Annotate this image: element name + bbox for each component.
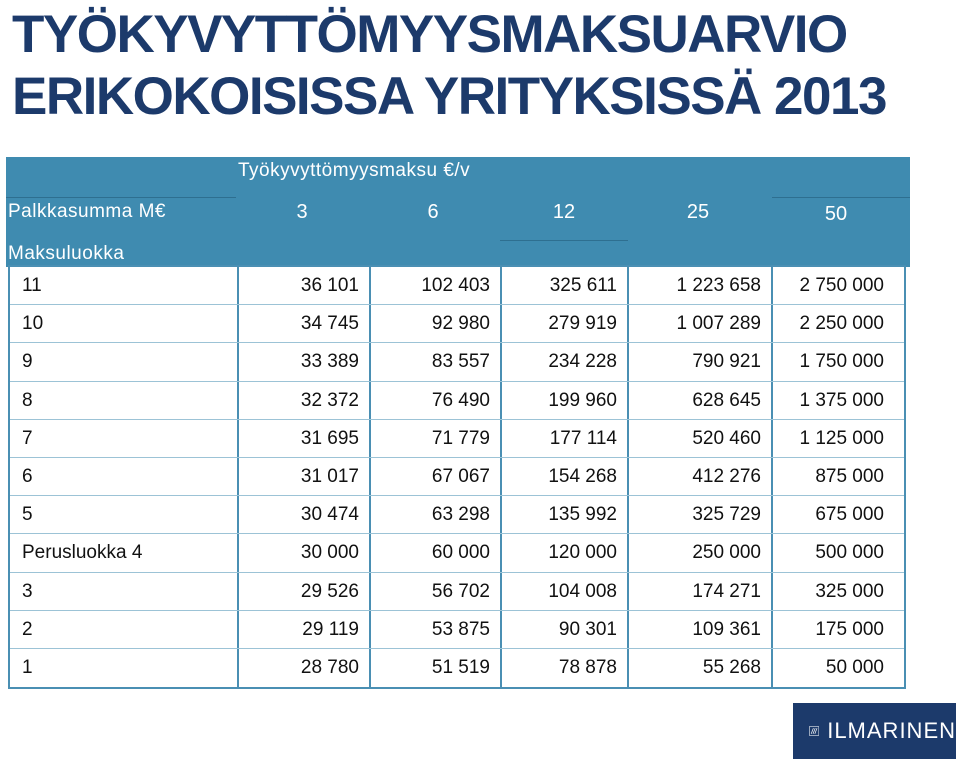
- fee-cell: 500 000: [815, 542, 884, 564]
- fee-cell: 33 389: [239, 343, 371, 380]
- fee-cell: 55 268: [629, 649, 773, 687]
- fee-cell: 675 000: [815, 504, 884, 526]
- class-cell: 3: [10, 573, 239, 610]
- fee-cell: 1 750 000: [799, 351, 884, 373]
- salary-label: Palkkasumma M€: [8, 201, 166, 222]
- salary-col-6: 6: [427, 201, 439, 223]
- class-cell: 2: [10, 611, 239, 648]
- table-row: [10, 305, 904, 343]
- fee-cell: 31 695: [239, 420, 371, 457]
- class-cell: Perusluokka 4: [10, 534, 239, 571]
- fee-cell: 53 875: [371, 611, 502, 648]
- fee-cell: 92 980: [371, 305, 502, 342]
- table-row: [10, 649, 904, 687]
- fee-cell: 50 000: [825, 656, 884, 678]
- fee-cell: 174 271: [629, 573, 773, 610]
- fee-cell: 412 276: [629, 458, 773, 495]
- fee-cell: 30 000: [239, 534, 371, 571]
- fee-cell: 56 702: [371, 573, 502, 610]
- fee-cell: 32 372: [239, 382, 371, 419]
- fee-cell: 109 361: [629, 611, 773, 648]
- class-cell: 10: [10, 305, 239, 342]
- table-row: [10, 343, 904, 381]
- class-cell: 1: [10, 649, 239, 687]
- fee-cell: 250 000: [629, 534, 773, 571]
- fee-cell: 2 250 000: [799, 313, 884, 335]
- fee-cell: 31 017: [239, 458, 371, 495]
- fee-cell: 60 000: [371, 534, 502, 571]
- fee-cell: 71 779: [371, 420, 502, 457]
- fee-cell: 67 067: [371, 458, 502, 495]
- fee-cell: 29 526: [239, 573, 371, 610]
- salary-col-3: 3: [296, 201, 308, 223]
- header-divider: [772, 197, 910, 198]
- fee-cell: 175 000: [815, 618, 884, 640]
- class-cell: 9: [10, 343, 239, 380]
- fee-table: [8, 265, 906, 689]
- class-cell: 5: [10, 496, 239, 533]
- class-cell: 8: [10, 382, 239, 419]
- fee-cell: 83 557: [371, 343, 502, 380]
- fee-label: Työkyvyttömyysmaksu €/v: [238, 160, 471, 181]
- class-cell: 7: [10, 420, 239, 457]
- table-row: [10, 458, 904, 496]
- fee-cell: 520 460: [629, 420, 773, 457]
- fee-cell: 279 919: [502, 305, 629, 342]
- table-row: [10, 534, 904, 572]
- fee-cell: 78 878: [502, 649, 629, 687]
- fee-cell: 1 125 000: [799, 427, 884, 449]
- fee-cell: 1 375 000: [799, 389, 884, 411]
- fee-cell: 90 301: [502, 611, 629, 648]
- fee-cell: 875 000: [815, 465, 884, 487]
- fee-cell: 102 403: [371, 267, 502, 304]
- class-cell: 11: [10, 267, 239, 304]
- fee-cell: 135 992: [502, 496, 629, 533]
- fee-cell: 790 921: [629, 343, 773, 380]
- title-line-2: ERIKOKOISISSA YRITYKSISSÄ 2013: [12, 67, 886, 126]
- fee-cell: 199 960: [502, 382, 629, 419]
- fee-cell: 36 101: [239, 267, 371, 304]
- salary-col-12: 12: [552, 201, 576, 223]
- fee-cell: 51 519: [371, 649, 502, 687]
- ilmarinen-logo: [793, 703, 956, 759]
- logo-text: ILMARINEN: [827, 718, 956, 743]
- fee-cell: 325 611: [502, 267, 629, 304]
- table-row: [10, 611, 904, 649]
- salary-col-25: 25: [686, 201, 710, 223]
- class-cell: 6: [10, 458, 239, 495]
- logo-mark-icon: [809, 717, 819, 745]
- fee-cell: 628 645: [629, 382, 773, 419]
- fee-cell: 29 119: [239, 611, 371, 648]
- table-row: [10, 382, 904, 420]
- page-title: [12, 4, 886, 128]
- fee-cell: 1 007 289: [629, 305, 773, 342]
- fee-cell: 325 000: [815, 580, 884, 602]
- table-row: [10, 267, 904, 305]
- class-label: Maksuluokka: [8, 243, 125, 264]
- header-divider: [6, 197, 236, 198]
- table-row: [10, 496, 904, 534]
- table-row: [10, 573, 904, 611]
- table-row: [10, 420, 904, 458]
- fee-cell: 76 490: [371, 382, 502, 419]
- fee-cell: 2 750 000: [799, 275, 884, 296]
- fee-cell: 34 745: [239, 305, 371, 342]
- fee-cell: 154 268: [502, 458, 629, 495]
- salary-col-50: 50: [824, 203, 848, 225]
- title-line-1: TYÖKYVYTTÖMYYSMAKSUARVIO: [12, 5, 847, 64]
- table-header: [6, 157, 910, 267]
- fee-cell: 63 298: [371, 496, 502, 533]
- fee-cell: 1 223 658: [629, 267, 773, 304]
- fee-cell: 325 729: [629, 496, 773, 533]
- fee-cell: 28 780: [239, 649, 371, 687]
- fee-cell: 177 114: [502, 420, 629, 457]
- fee-cell: 120 000: [502, 534, 629, 571]
- fee-cell: 30 474: [239, 496, 371, 533]
- header-divider: [500, 240, 628, 241]
- fee-cell: 234 228: [502, 343, 629, 380]
- fee-cell: 104 008: [502, 573, 629, 610]
